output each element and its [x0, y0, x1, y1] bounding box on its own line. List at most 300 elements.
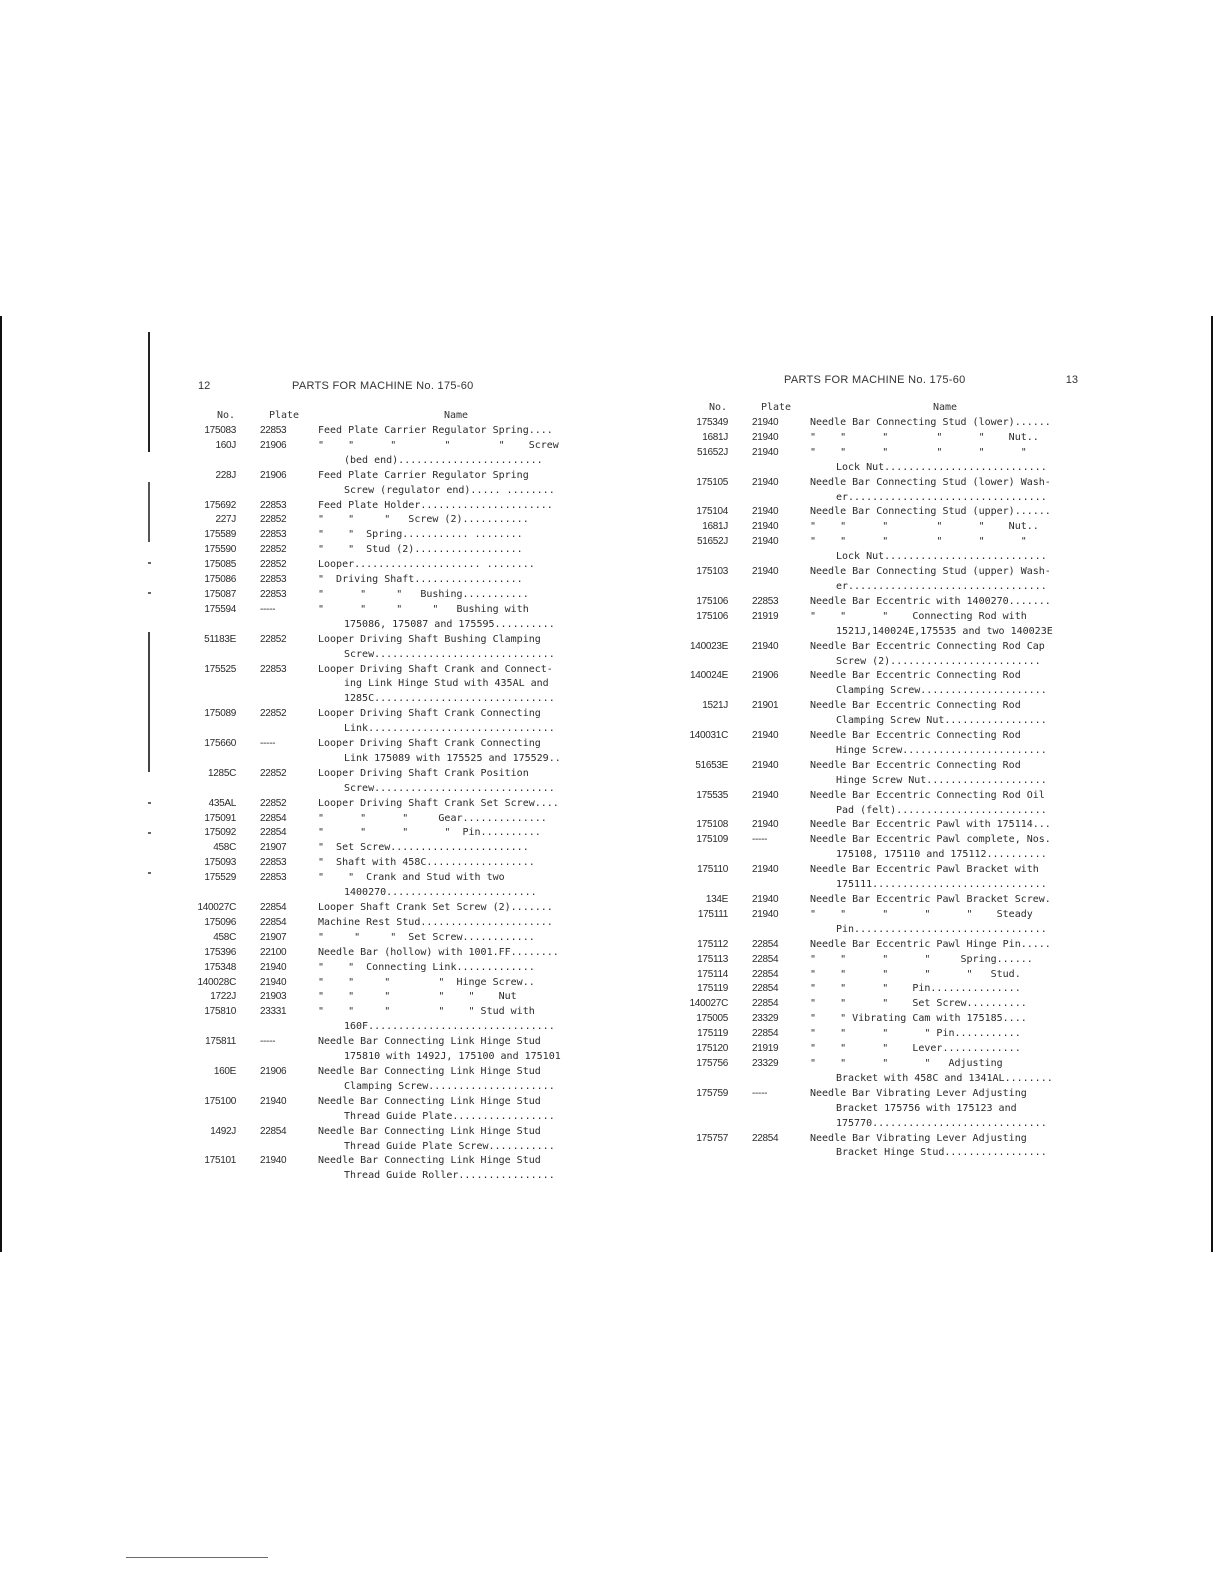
part-name-line: Needle Bar Connecting Link Hinge Stud [318, 1125, 541, 1137]
part-name-line: ing Link Hinge Stud with 435AL and [344, 678, 549, 690]
part-number: 175349 [696, 417, 728, 428]
plate-number: 21940 [260, 961, 287, 973]
part-number: 140027C [197, 902, 236, 913]
part-name [318, 856, 594, 871]
plate-number: 22853 [260, 425, 287, 436]
part-row [196, 439, 594, 469]
part-name-line: Bracket Hinge Stud................. [836, 1147, 1047, 1159]
part-name [318, 737, 594, 767]
part-number: 175119 [697, 1028, 728, 1040]
part-name [810, 1012, 1080, 1027]
plate-number: 21940 [260, 976, 287, 988]
plate-number: 23329 [752, 1057, 779, 1069]
part-name [318, 797, 594, 812]
plate-number: 21906 [260, 469, 287, 481]
part-name-line: Screw.............................. [344, 782, 555, 794]
part-name-line: Machine Rest Stud...................... [318, 916, 553, 928]
part-name [810, 595, 1080, 610]
part-name-line: 1285C.............................. [344, 693, 555, 705]
part-name [318, 901, 594, 916]
part-number: 175105 [696, 476, 728, 488]
part-name-line: " " " Set Screw............ [318, 931, 535, 943]
part-row [688, 1132, 1080, 1162]
part-name-line: " " " Set Screw.......... [810, 998, 1027, 1010]
part-name [318, 871, 594, 901]
page-number-left: 12 [198, 380, 211, 392]
part-row [688, 595, 1080, 610]
part-name-line: Feed Plate Carrier Regulator Spring.... [318, 425, 553, 436]
part-name-line: Clamping Screw..................... [344, 1080, 555, 1092]
plate-number: 22852 [260, 797, 287, 809]
part-number: 175110 [697, 864, 728, 876]
part-row [688, 699, 1080, 729]
part-row [196, 469, 594, 499]
part-number: 175114 [697, 968, 728, 980]
part-number: 175106 [696, 610, 728, 622]
part-name [810, 505, 1080, 520]
part-row [688, 968, 1080, 983]
part-name-line: " " " " Pin.......... [318, 827, 541, 839]
part-row [196, 856, 594, 871]
part-name [318, 469, 594, 499]
page-number-right: 13 [1065, 374, 1078, 386]
plate-number: 21940 [752, 446, 779, 458]
part-name-line: " " Vibrating Cam with 175185.... [810, 1013, 1027, 1025]
part-name-line: Needle Bar Eccentric with 1400270....... [810, 595, 1051, 607]
col-plate-header: Plate [760, 402, 792, 413]
part-number: 175756 [696, 1057, 728, 1069]
part-name-line: Hinge Screw Nut.................... [836, 774, 1047, 786]
plate-number: 21940 [260, 1095, 287, 1107]
part-number: 175810 [204, 1006, 236, 1018]
page-title-right: PARTS FOR MACHINE No. 175-60 [784, 374, 966, 386]
part-name [810, 729, 1080, 759]
plate-number: ----- [260, 1036, 276, 1048]
part-name-line: Needle Bar Connecting Stud (upper)...... [810, 506, 1051, 518]
part-number: 175086 [204, 574, 236, 586]
plate-number: 22854 [260, 827, 287, 839]
page-fold-left [0, 316, 2, 1252]
part-name-line: Screw.............................. [344, 648, 555, 660]
part-number: 175103 [696, 566, 728, 578]
part-row [688, 953, 1080, 968]
part-row [688, 863, 1080, 893]
part-number: 1521J [702, 700, 728, 712]
part-name-line: 1400270......................... [344, 887, 537, 899]
part-name [318, 1065, 594, 1095]
part-row [196, 931, 594, 946]
plate-number: 21940 [752, 566, 779, 578]
part-name [810, 1057, 1080, 1087]
part-row [196, 499, 594, 514]
part-row [688, 997, 1080, 1012]
part-row [688, 938, 1080, 953]
part-row [196, 767, 594, 797]
part-name-line: Needle Bar Vibrating Lever Adjusting [810, 1087, 1027, 1099]
parts-list-left [196, 424, 594, 1184]
part-name-line: Needle Bar Eccentric Connecting Rod [810, 759, 1021, 771]
part-number: 160J [215, 439, 236, 451]
part-name-line: Needle Bar Connecting Stud (lower)...... [810, 417, 1051, 428]
part-row [196, 946, 594, 961]
part-number: 175104 [696, 506, 728, 518]
plate-number: 21906 [752, 670, 779, 682]
right-page [688, 370, 1080, 1161]
part-number: 175589 [204, 529, 236, 541]
part-name-line: 160F............................... [344, 1021, 555, 1033]
part-row [688, 535, 1080, 565]
plate-number: 21940 [752, 521, 779, 533]
part-number: 175106 [696, 595, 728, 607]
part-name-line: " " " Lever............. [810, 1043, 1021, 1055]
plate-number: 21940 [752, 908, 779, 920]
part-row [688, 908, 1080, 938]
part-row [196, 603, 594, 633]
part-row [196, 1035, 594, 1065]
part-name [810, 863, 1080, 893]
part-number: 1722J [210, 991, 236, 1003]
part-number: 175111 [697, 908, 728, 920]
right-page-header [688, 370, 1080, 390]
part-name-line: 175086, 175087 and 175595.......... [344, 618, 555, 630]
plate-number: 22854 [260, 812, 287, 824]
part-number: 175535 [696, 789, 728, 801]
part-name [810, 610, 1080, 640]
part-name-line: Needle Bar (hollow) with 1001.FF........ [318, 946, 559, 958]
part-name [810, 1132, 1080, 1162]
part-row [196, 1125, 594, 1155]
part-name-line: " " Stud (2).................. [318, 544, 523, 556]
plate-number: 22853 [260, 588, 287, 600]
part-number: 1681J [702, 431, 728, 443]
part-number: 51653E [695, 759, 728, 771]
plate-number: 22852 [260, 514, 287, 526]
part-name-line: Link............................... [344, 723, 555, 735]
plate-number: 22853 [260, 872, 287, 884]
part-name [318, 826, 594, 841]
part-name [810, 953, 1080, 968]
part-name [318, 1005, 594, 1035]
part-name [318, 812, 594, 827]
part-name-line: " " " " Hinge Screw.. [318, 976, 535, 988]
part-row [196, 558, 594, 573]
part-name [810, 640, 1080, 670]
column-headers-left [196, 410, 594, 424]
part-name-line: er................................. [836, 580, 1047, 592]
parts-list-right [688, 416, 1080, 1161]
plate-number: 22100 [260, 946, 287, 958]
part-name-line: Needle Bar Eccentric Pawl Bracket Screw. [810, 894, 1051, 905]
plate-number: 22853 [752, 595, 779, 607]
part-name [318, 841, 594, 856]
plate-number: 21907 [260, 842, 287, 854]
part-number: 140028C [197, 976, 236, 988]
part-number: 140023E [690, 640, 728, 652]
part-row [196, 797, 594, 812]
part-number: 175091 [204, 812, 236, 824]
part-row [688, 818, 1080, 833]
part-number: 51652J [696, 446, 728, 458]
part-name [318, 1154, 594, 1184]
plate-number: 22854 [260, 1125, 287, 1137]
part-row [196, 871, 594, 901]
part-number: 175093 [204, 857, 236, 869]
col-no-header: No. [216, 410, 236, 421]
part-name-line: Looper..................... ........ [318, 559, 535, 571]
part-name-line: Needle Bar Connecting Stud (lower) Wash- [810, 476, 1051, 488]
part-name [318, 1035, 594, 1065]
part-row [196, 901, 594, 916]
plate-number: 21901 [752, 700, 779, 712]
part-number: 1681J [702, 521, 728, 533]
plate-number: 21940 [752, 730, 779, 742]
part-row [688, 982, 1080, 997]
plate-number: 21940 [752, 417, 779, 428]
part-name-line: " " " Bushing........... [318, 588, 529, 600]
part-name-line: Needle Bar Eccentric Pawl complete, Nos. [810, 834, 1051, 846]
part-row [688, 520, 1080, 535]
page-title-left: PARTS FOR MACHINE No. 175-60 [292, 380, 474, 392]
part-row [196, 1095, 594, 1125]
part-row [196, 1065, 594, 1095]
part-name-line: " " " Pin............... [810, 983, 1021, 995]
part-name-line: (bed end)........................ [344, 454, 543, 466]
col-name-header: Name [443, 410, 469, 421]
part-name-line: Needle Bar Vibrating Lever Adjusting [810, 1132, 1027, 1144]
part-name-line: Looper Driving Shaft Crank Connecting [318, 738, 541, 750]
part-number: 175757 [696, 1132, 728, 1144]
part-name-line: " " " " Bushing with [318, 603, 529, 615]
plate-number: 22852 [260, 708, 287, 720]
part-number: 175660 [204, 738, 236, 750]
part-name-line: " " Spring........... ........ [318, 529, 523, 541]
part-name-line: Clamping Screw..................... [836, 685, 1047, 697]
part-number: 175529 [204, 872, 236, 884]
plate-number: 21919 [752, 610, 779, 622]
part-row [196, 826, 594, 841]
part-name-line: " " " " " Stud. [810, 968, 1021, 980]
plate-number: 22852 [260, 633, 287, 645]
part-row [688, 893, 1080, 908]
part-name [318, 558, 594, 573]
part-name-line: Needle Bar Connecting Stud (upper) Wash- [810, 566, 1051, 578]
part-name-line: " " Crank and Stud with two [318, 872, 505, 884]
part-name [810, 669, 1080, 699]
plate-number: 23329 [752, 1013, 779, 1025]
plate-number: 21940 [752, 506, 779, 518]
part-name [318, 916, 594, 931]
part-row [688, 431, 1080, 446]
part-name [318, 543, 594, 558]
part-name [810, 535, 1080, 565]
plate-number: 21903 [260, 991, 287, 1003]
plate-number: 21906 [260, 439, 287, 451]
col-name-header: Name [932, 402, 958, 413]
part-name [810, 759, 1080, 789]
part-name-line: 175111............................. [836, 879, 1047, 891]
part-row [196, 916, 594, 931]
footer-rule [126, 1557, 268, 1558]
part-number: 175759 [696, 1087, 728, 1099]
part-number: 175594 [204, 603, 236, 615]
plate-number: 22852 [260, 544, 287, 556]
plate-number: ----- [752, 834, 768, 846]
plate-number: 22854 [752, 998, 779, 1010]
part-name-line: Needle Bar Eccentric Pawl with 175114... [810, 819, 1051, 831]
part-row [196, 424, 594, 439]
part-name [318, 528, 594, 543]
part-name-line: Needle Bar Eccentric Connecting Rod [810, 700, 1021, 712]
part-name-line: Looper Driving Shaft Crank Connecting [318, 708, 541, 720]
part-number: 175112 [697, 938, 728, 950]
column-headers-right [688, 402, 1080, 416]
part-name [810, 1027, 1080, 1042]
part-number: 175119 [697, 983, 728, 995]
part-name-line: " Set Screw....................... [318, 842, 529, 854]
part-name-line: " " " Screw (2)........... [318, 514, 529, 526]
part-row [196, 663, 594, 708]
part-name [318, 767, 594, 797]
plate-number: 22854 [752, 1132, 779, 1144]
part-name [810, 565, 1080, 595]
plate-number: 22854 [752, 1028, 779, 1040]
plate-number: 21940 [752, 864, 779, 876]
plate-number: 21906 [260, 1065, 287, 1077]
part-row [196, 528, 594, 543]
part-name [810, 997, 1080, 1012]
part-number: 140031C [689, 730, 728, 742]
part-name [810, 446, 1080, 476]
part-name [318, 946, 594, 961]
part-number: 175100 [204, 1095, 236, 1107]
part-name-line: Feed Plate Holder...................... [318, 499, 553, 511]
page-fold-right [1211, 316, 1213, 1252]
plate-number: 21907 [260, 931, 287, 943]
part-row [688, 1057, 1080, 1087]
plate-number: 22854 [260, 916, 287, 928]
part-name-line: Looper Driving Shaft Crank Set Screw.... [318, 797, 559, 809]
plate-number: 22854 [752, 953, 779, 965]
part-name [810, 476, 1080, 506]
plate-number: 21940 [752, 894, 779, 905]
plate-number: 22853 [260, 574, 287, 586]
plate-number: 21940 [752, 431, 779, 443]
part-number: 134E [705, 894, 728, 905]
part-name [318, 1095, 594, 1125]
part-name-line: 175770............................. [836, 1117, 1047, 1129]
part-name-line: " " " " " Nut.. [810, 521, 1039, 533]
part-name-line: Screw (2)......................... [836, 655, 1041, 667]
part-name-line: Needle Bar Eccentric Connecting Rod [810, 730, 1021, 742]
plate-number: ----- [260, 603, 276, 615]
part-number: 175692 [204, 499, 236, 511]
part-name [810, 1087, 1080, 1132]
part-name-line: 175810 with 1492J, 175100 and 175101 [344, 1051, 561, 1063]
part-row [688, 729, 1080, 759]
part-row [196, 1154, 594, 1184]
part-name-line: Bracket with 458C and 1341AL........ [836, 1072, 1053, 1084]
part-name-line: Pad (felt)......................... [836, 804, 1047, 816]
part-number: 227J [215, 514, 236, 526]
part-row [688, 1027, 1080, 1042]
part-name-line: Pin................................ [836, 923, 1047, 935]
col-plate-header: Plate [268, 410, 300, 421]
part-name [318, 1125, 594, 1155]
plate-number: 21940 [752, 536, 779, 548]
left-page [196, 376, 594, 1184]
part-name-line: Needle Bar Connecting Link Hinge Stud [318, 1155, 541, 1167]
plate-number: 21940 [752, 789, 779, 801]
part-number: 175089 [204, 708, 236, 720]
part-number: 228J [215, 469, 236, 481]
part-name-line: " " " " " Stud with [318, 1006, 535, 1018]
part-name-line: Clamping Screw Nut................. [836, 715, 1047, 727]
part-row [196, 1005, 594, 1035]
part-row [196, 990, 594, 1005]
plate-number: 21940 [752, 640, 779, 652]
part-name [810, 818, 1080, 833]
part-number: 140027C [689, 998, 728, 1010]
part-row [196, 961, 594, 976]
plate-number: 22853 [260, 529, 287, 541]
part-number: 175113 [697, 953, 728, 965]
part-row [196, 841, 594, 856]
part-name-line: " " " " " " [810, 446, 1027, 458]
part-name [318, 513, 594, 528]
part-number: 175083 [204, 425, 236, 436]
part-name-line: Looper Driving Shaft Bushing Clamping [318, 633, 541, 645]
part-name-line: Screw (regulator end)..... ........ [344, 484, 555, 496]
part-name [810, 938, 1080, 953]
part-row [688, 610, 1080, 640]
part-row [688, 833, 1080, 863]
part-number: 175348 [204, 961, 236, 973]
plate-number: 22852 [260, 559, 287, 571]
part-name [810, 908, 1080, 938]
left-page-header [196, 376, 594, 396]
part-row [688, 505, 1080, 520]
part-name [810, 431, 1080, 446]
part-row [688, 476, 1080, 506]
part-name-line: " " " " Pin........... [810, 1028, 1021, 1040]
plate-number: 22854 [752, 938, 779, 950]
part-name-line: " " " " " Nut [318, 991, 517, 1003]
part-name [810, 833, 1080, 863]
plate-number: ----- [260, 738, 276, 750]
part-name [318, 663, 594, 708]
plate-number: 22854 [752, 968, 779, 980]
plate-number: 22852 [260, 767, 287, 779]
part-name [810, 968, 1080, 983]
part-name [318, 424, 594, 439]
part-name-line: " " " Gear.............. [318, 812, 547, 824]
part-number: 175085 [204, 559, 236, 571]
part-name [318, 976, 594, 991]
part-number: 175096 [204, 916, 236, 928]
part-row [688, 759, 1080, 789]
part-name-line: Thread Guide Plate Screw........... [344, 1140, 555, 1152]
part-name [318, 499, 594, 514]
part-name [810, 893, 1080, 908]
part-name-line: 1521J,140024E,175535 and two 140023E [836, 625, 1053, 637]
part-row [688, 1042, 1080, 1057]
part-name-line: " " Connecting Link............. [318, 961, 535, 973]
part-row [196, 573, 594, 588]
part-name [318, 990, 594, 1005]
part-name-line: Needle Bar Connecting Link Hinge Stud [318, 1036, 541, 1048]
part-name-line: " " " " " " [810, 536, 1027, 548]
part-name-line: Feed Plate Carrier Regulator Spring [318, 469, 529, 481]
